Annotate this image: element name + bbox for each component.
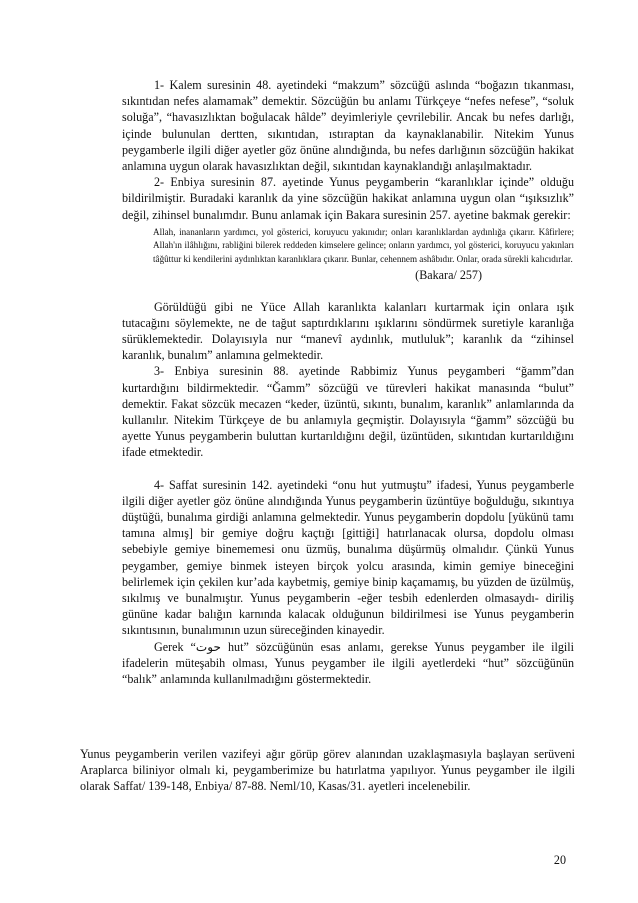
note-2: 2- Enbiya suresinin 87. ayetinde Yunus peygamberin “karanlıklar içinde” olduğu bildirilmiştir. Buradaki karanlık da yine sözcüğün hakikat anlamına uygun olan “ışıksızlık” değil, zihinsel bunalımdır. Bunu anlamak için Bakara suresinin 257. ayetine bakmak gerekir: — [122, 175, 574, 222]
note-2-continuation: Görüldüğü gibi ne Yüce Allah karanlıkta kalanları kurtarmak için onlara ışık tutacağını söylemekte, ne de tağut saptırdıklarını ışıklarını söndürmek suretiyle karanlığa sürüklemektedir. Dolayısıyla nur “manevî aydınlık, mutluluk”; karanlık da “zihinsel karanlık, bunalım” anlamına gelmektedir. — [122, 299, 574, 363]
hut-arabic-word: حوت — [195, 639, 222, 654]
note-3: 3- Enbiya suresinin 88. ayetinde Rabbimiz Yunus peygamberi “ğamm”dan kurtardığını bildirmektedir. “Ğamm” sözcüğü ve türevleri hakikat manasında “bulut” demektir. Fakat sözcük mecazen “keder, üzüntü, sıkıntı, bunalım, karanlık” anlamlarında da kullanılır. Nitekim Türkçeye de bu anlamıyla geçmiştir. Dolayısıyla “ğamm” sözcüğü bu ayette Yunus peygamberin buluttan kurtarıldığını değil, üzüntüden, sıkıntıdan kurtarıldığını ifade etmektedir. — [122, 364, 574, 460]
footnotes-section — [122, 77, 574, 687]
quote-reference: (Bakara/ 257) — [415, 267, 482, 282]
note-4-continuation — [122, 639, 574, 688]
note-4-cont-before: Gerek “ — [154, 639, 196, 654]
note-1: 1- Kalem suresinin 48. ayetindeki “makzum” sözcüğü aslında “boğazın tıkanması, sıkıntıdan nefes alamamak” demektir. Sözcüğün bu anlamı Türkçeye “nefes nefese”, “soluk soluğa”, “havasızlıktan boğulacak hâlde” deyimleriyle çevrilebilir. Ancak bu nefes darlığı, içinde bulunulan dertten, sıkıntıdan, ıstıraptan da kaynaklanabilir. Nitekim Yunus peygamberle ilgili diğer ayetler göz önüne alındığında, bu nefes darlığının sözcüğün hakikat anlamına uygun olarak havasızlıktan değil, sıkıntıdan kaynaklandığı anlaşılmaktadır. — [122, 78, 574, 174]
main-paragraph: Yunus peygamberin verilen vazifeyi ağır görüp görev alanından uzaklaşmasıyla başlayan serüveni Araplarca biliniyor olmalı ki, peygamberimize bu hatırlatma yapılıyor. Yunus peygamber ile ilgili olarak Saffat/ 139-148, Enbiya/ 87-88. Neml/10, Kasas/31. ayetleri incelenebilir. — [80, 747, 575, 794]
note-4: 4- Saffat suresinin 142. ayetindeki “onu hut yutmuştu” ifadesi, Yunus peygamberle ilgili diğer ayetler göz önüne alındığında Yunus peygamberin üzüntüye boğulduğu, sıkıntıya düştüğü, bunalıma girdiği anlamına gelmektedir. Yunus peygamberin dopdolu [yükünü tamı tamına almış] bir gemiye doğru kaçtığı [gittiği] hatırlanacak olursa, dopdolu olması sebebiyle gemiye binememesi onu üzmüş, bunalıma düşürmüş olmalıdır. Çünkü Yunus peygamber, gemiye binmek isteyen birçok yolcu arasında, kimin gemiye bineceğini belirlemek için çekilen kur’ada kaybetmiş, gemiye binip kaçamamış, bu yüzden de üzülmüş, sıkılmış ve bunalmıştır. Yunus peygamberin -eğer tesbih edenlerden olmasaydı- diriliş gününe kadar balığın karnında kalacak olduğunun bildirilmesi ise Yunus peygamberin sıkıntısının, bunalımının uzun süreceğinden kinayedir. — [122, 477, 574, 638]
quote-text: Allah, inananların yardımcı, yol gösterici, koruyucu yakınıdır; onları karanlıklardan aydınlığa çıkarır. Kâfirlere; Allah'ın ilâhlığını, rabliğini bilerek reddeden kimselere gelince; onların yardımcı, yol gösterici, koruyucu yakınları tâğûttur ki kendilerini aydınlıktan karanlıklara çıkarır. Bunlar, cehennem ashâbıdır. Onlar, orada sürekli kalıcıdırlar. — [153, 226, 574, 265]
spacer — [122, 283, 574, 299]
spacer — [122, 461, 574, 477]
quran-quote-block — [122, 226, 574, 267]
note-4-cont-after: hut” sözcüğünün esas anlamı, gerekse Yunus peygamber ile ilgili ifadelerin müteşabih olması, Yunus peygamber ile ilgili ayetlerdeki “hut” sözcüğünün “balık” anlamında kullanılmadığını göstermektedir. — [122, 639, 574, 687]
page-number: 20 — [553, 853, 566, 867]
